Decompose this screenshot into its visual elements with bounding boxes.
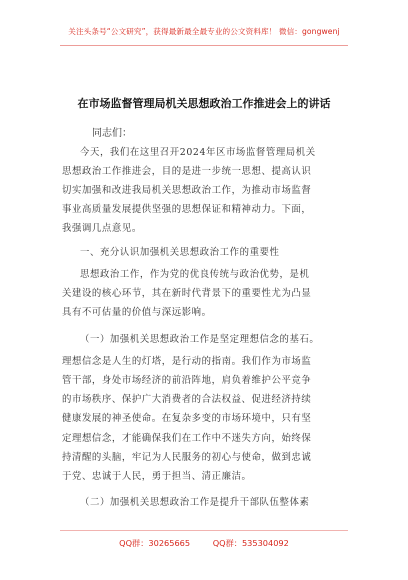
body-line: 定理想信念，才能确保我们在工作中不迷失方向，始终保 — [62, 433, 312, 444]
body-line: 关建设的核心环节，其在新时代背景下的重要性尤为凸显 — [62, 288, 312, 299]
section-heading: 一、充分认识加强机关思想政治工作的重要性 — [80, 247, 280, 258]
body-line: 于党、忠诚于人民，勇于担当、清正廉洁。 — [62, 471, 252, 482]
footer — [0, 538, 408, 549]
body-line: 管干部，身处市场经济的前沿阵地，肩负着维护公平竞争 — [62, 375, 312, 386]
bottom-divider — [60, 530, 348, 531]
body-line: 今天，我们在这里召开2024年区市场监督管理局机关 — [80, 147, 316, 158]
salutation: 同志们： — [92, 128, 132, 139]
body-line: 我强调几点意见。 — [62, 223, 142, 234]
subsection-heading: （二）加强机关思想政治工作是提升干部队伍整体素 — [80, 497, 310, 508]
footer-qq-group-1: QQ群：30265665 — [119, 538, 191, 548]
body-line: 理想信念是人生的灯塔，是行动的指南。我们作为市场监 — [62, 356, 312, 367]
body-line: 思想政治工作推进会，目的是进一步统一思想、提高认识 — [62, 166, 312, 177]
body-line: 健康发展的神圣使命。在复杂多变的市场环境中，只有坚 — [62, 413, 312, 424]
body-line: 思想政治工作，作为党的优良传统与政治优势，是机 — [80, 269, 310, 280]
subsection-heading: （一）加强机关思想政治工作是坚定理想信念的基石。 — [80, 334, 320, 345]
body-line: 事业高质量发展提供坚强的思想保证和精神动力。下面， — [62, 204, 312, 215]
footer-qq-group-2: QQ群：535304092 — [212, 538, 289, 548]
body-line: 的市场秩序、保护广大消费者的合法权益、促进经济持续 — [62, 394, 312, 405]
body-line: 具有不可估量的价值与深远影响。 — [62, 307, 212, 318]
top-divider — [60, 45, 348, 46]
document-title: 在市场监督管理局机关思想政治工作推进会上的讲话 — [77, 97, 331, 110]
top-banner: 关注头条号“公文研究”，获得最新最全最专业的公文资料库！ 微信：gongwenj — [68, 27, 340, 36]
body-line: 切实加强和改进我局机关思想政治工作，为推动市场监督 — [62, 185, 312, 196]
body-line: 持清醒的头脑，牢记为人民服务的初心与使命，做到忠诚 — [62, 452, 312, 463]
